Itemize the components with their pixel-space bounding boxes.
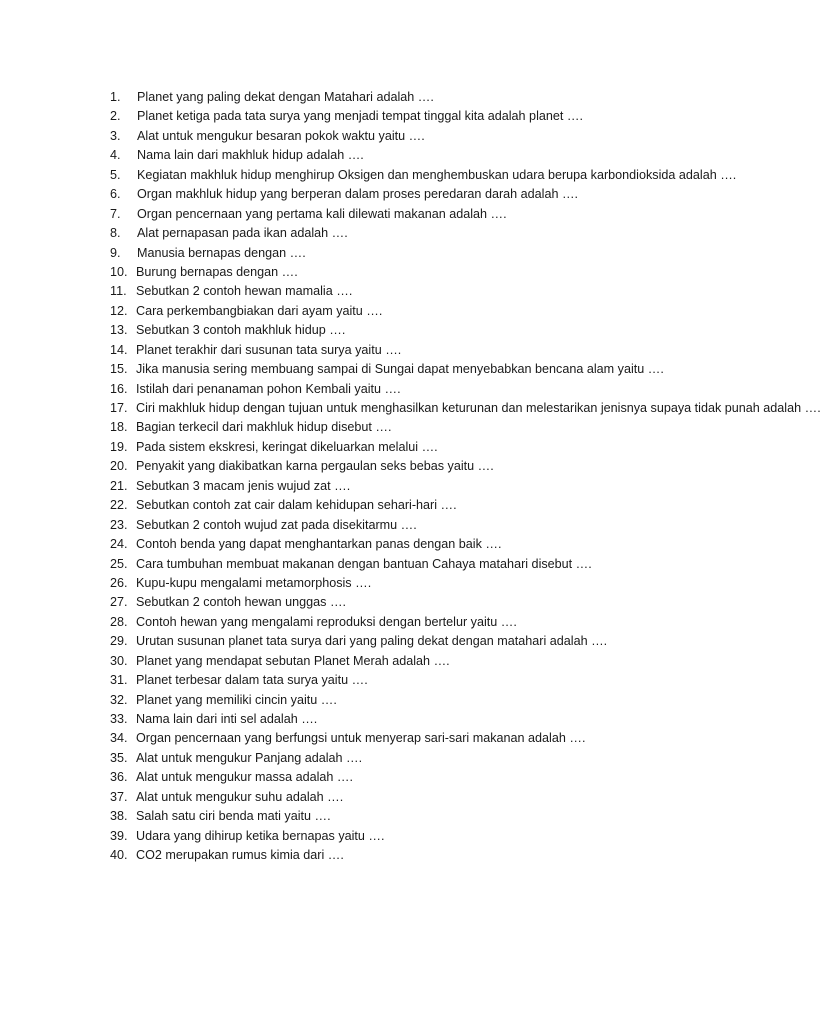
question-item [0, 710, 672, 729]
question-number: 11. [110, 284, 127, 299]
question-item [0, 185, 672, 204]
question-number: 2. [110, 109, 121, 124]
question-number: 31. [110, 673, 128, 688]
question-item [0, 807, 672, 826]
question-text: Organ pencernaan yang pertama kali dilewati makanan adalah …. [137, 206, 507, 221]
question-item [0, 107, 672, 126]
question-number: 27. [110, 595, 128, 610]
question-number: 7. [110, 206, 121, 221]
question-text: Penyakit yang diakibatkan karna pergaulan seks bebas yaitu …. [136, 459, 494, 474]
question-text: Sebutkan 3 macam jenis wujud zat …. [136, 478, 351, 493]
question-item [0, 457, 672, 476]
question-number: 29. [110, 634, 128, 649]
question-number: 40. [110, 848, 128, 863]
question-number: 8. [110, 226, 121, 241]
question-number: 6. [110, 187, 121, 202]
question-number: 36. [110, 770, 128, 785]
question-number: 10. [110, 264, 128, 279]
question-number: 34. [110, 731, 128, 746]
question-item [0, 691, 672, 710]
question-item [0, 477, 672, 496]
question-number: 30. [110, 653, 128, 668]
question-number: 23. [110, 517, 128, 532]
question-text: Udara yang dihirup ketika bernapas yaitu …. [136, 828, 385, 843]
question-number: 33. [110, 712, 128, 726]
question-number: 13. [110, 323, 128, 338]
question-item [0, 341, 672, 360]
question-item [0, 224, 672, 243]
question-item [0, 438, 672, 457]
question-number: 32. [110, 692, 128, 707]
question-text: Contoh benda yang dapat menghantarkan panas dengan baik …. [136, 537, 502, 552]
question-text: Cara tumbuhan membuat makanan dengan bantuan Cahaya matahari disebut …. [136, 556, 592, 571]
question-number: 5. [110, 167, 121, 182]
question-text: Nama lain dari makhluk hidup adalah …. [137, 148, 364, 163]
question-item [0, 749, 672, 768]
question-text: Pada sistem ekskresi, keringat dikeluarkan melalui …. [136, 439, 438, 454]
question-item [0, 418, 672, 437]
question-text: Istilah dari penanaman pohon Kembali yaitu …. [136, 381, 401, 396]
question-text: Jika manusia sering membuang sampai di Sungai dapat menyebabkan bencana alam yaitu …. [136, 362, 664, 377]
question-item [0, 671, 672, 690]
question-text: Cara perkembangbiakan dari ayam yaitu …. [136, 303, 383, 318]
question-text: Ciri makhluk hidup dengan tujuan untuk menghasilkan keturunan dan melestarikan jenisnya supaya tidak punah adalah …. [136, 401, 821, 415]
question-number: 24. [110, 537, 128, 552]
question-item [0, 632, 672, 651]
question-item [0, 555, 672, 574]
question-text: Nama lain dari inti sel adalah …. [136, 712, 318, 726]
question-item [0, 516, 672, 535]
question-text: Sebutkan 2 contoh wujud zat pada disekitarmu …. [136, 517, 417, 532]
question-number: 17. [110, 401, 128, 415]
question-number: 26. [110, 575, 128, 590]
question-item [0, 88, 672, 107]
question-text: Sebutkan 3 contoh makhluk hidup …. [136, 323, 346, 338]
question-number: 21. [110, 478, 128, 493]
question-text: Organ makhluk hidup yang berperan dalam proses peredaran darah adalah …. [137, 187, 579, 202]
question-text: Manusia bernapas dengan …. [137, 245, 306, 260]
question-item [0, 593, 672, 612]
question-text: Alat pernapasan pada ikan adalah …. [137, 226, 348, 241]
question-text: Alat untuk mengukur massa adalah …. [136, 770, 354, 785]
question-item [0, 827, 672, 846]
question-number: 1. [110, 90, 121, 104]
question-item [0, 496, 672, 515]
question-item [0, 321, 672, 340]
question-number: 3. [110, 128, 121, 143]
question-list [0, 88, 821, 866]
question-text: Planet terbesar dalam tata surya yaitu …. [136, 673, 368, 688]
question-item [0, 535, 672, 554]
question-item [0, 613, 672, 632]
question-item [0, 729, 672, 748]
question-item [0, 380, 672, 399]
question-number: 39. [110, 828, 128, 843]
question-number: 15. [110, 362, 128, 377]
question-text: Kegiatan makhluk hidup menghirup Oksigen dan menghembuskan udara berupa karbondioksida adalah …. [137, 167, 737, 182]
question-text: Planet yang paling dekat dengan Matahari adalah …. [137, 90, 434, 104]
question-item [0, 166, 737, 185]
question-text: Bagian terkecil dari makhluk hidup disebut …. [136, 420, 392, 435]
question-number: 20. [110, 459, 128, 474]
question-item [0, 282, 672, 301]
question-item [0, 263, 672, 282]
question-number: 4. [110, 148, 121, 163]
question-number: 16. [110, 381, 128, 396]
question-item [0, 360, 672, 379]
question-text: Sebutkan 2 contoh hewan mamalia …. [136, 284, 353, 299]
question-text: Planet terakhir dari susunan tata surya yaitu …. [136, 342, 402, 357]
question-text: Contoh hewan yang mengalami reproduksi dengan bertelur yaitu …. [136, 614, 517, 629]
question-text: Urutan susunan planet tata surya dari yang paling dekat dengan matahari adalah …. [136, 634, 608, 649]
question-number: 35. [110, 750, 128, 765]
question-item [0, 652, 672, 671]
question-text: Planet yang mendapat sebutan Planet Merah adalah …. [136, 653, 450, 668]
question-number: 25. [110, 556, 128, 571]
question-item [0, 146, 672, 165]
question-text: Sebutkan 2 contoh hewan unggas …. [136, 595, 347, 610]
question-number: 22. [110, 498, 128, 513]
question-item [0, 768, 672, 787]
question-text: Burung bernapas dengan …. [136, 264, 298, 279]
question-text: Sebutkan contoh zat cair dalam kehidupan sehari-hari …. [136, 498, 457, 513]
question-text: Kupu-kupu mengalami metamorphosis …. [136, 575, 372, 590]
question-item [0, 127, 672, 146]
question-item [0, 788, 672, 807]
question-number: 37. [110, 789, 128, 804]
question-number: 28. [110, 614, 128, 629]
question-text: Salah satu ciri benda mati yaitu …. [136, 809, 331, 824]
question-number: 12. [110, 303, 128, 318]
question-text: Alat untuk mengukur besaran pokok waktu yaitu …. [137, 128, 425, 143]
question-item [0, 846, 672, 865]
question-item [0, 205, 672, 224]
question-text: Alat untuk mengukur Panjang adalah …. [136, 750, 363, 765]
question-text: Planet yang memiliki cincin yaitu …. [136, 692, 337, 707]
question-number: 14. [110, 342, 128, 357]
question-number: 18. [110, 420, 128, 435]
question-text: Organ pencernaan yang berfungsi untuk menyerap sari-sari makanan adalah …. [136, 731, 586, 746]
question-number: 19. [110, 439, 128, 454]
question-item [0, 244, 672, 263]
question-item [0, 302, 672, 321]
question-text: Alat untuk mengukur suhu adalah …. [136, 789, 344, 804]
question-item [0, 574, 672, 593]
question-number: 9. [110, 245, 121, 260]
question-number: 38. [110, 809, 128, 824]
question-text: CO2 merupakan rumus kimia dari …. [136, 848, 344, 863]
question-item [0, 399, 821, 418]
question-text: Planet ketiga pada tata surya yang menjadi tempat tinggal kita adalah planet …. [137, 109, 583, 124]
